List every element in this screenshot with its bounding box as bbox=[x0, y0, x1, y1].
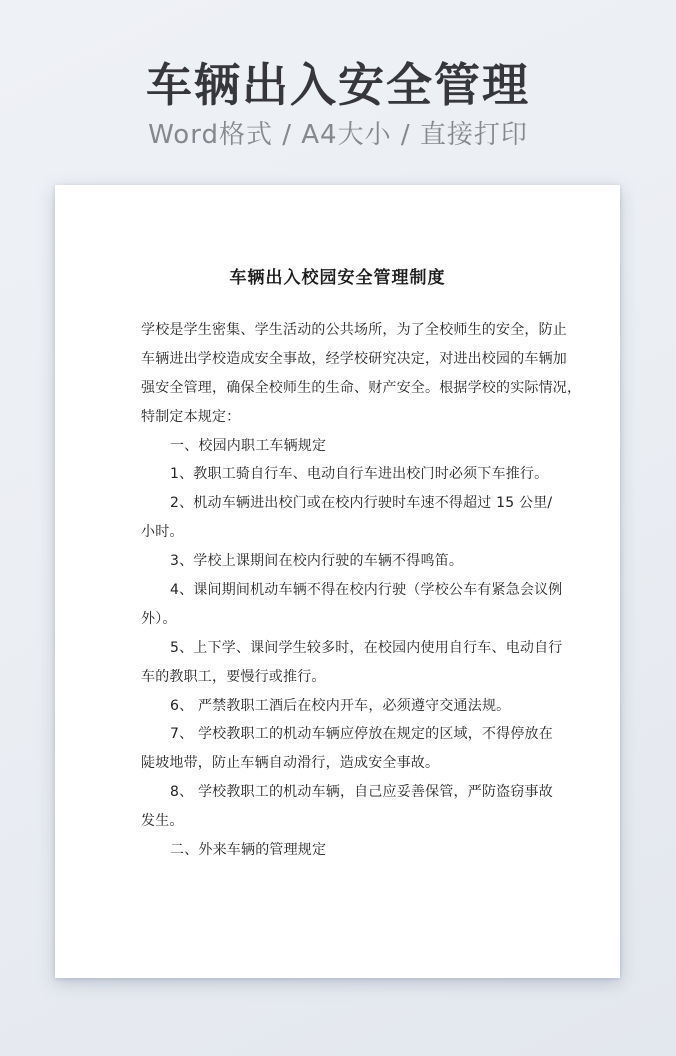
document-line: 8、 学校教职工的机动车辆，自己应妥善保管，严防盗窃事故 bbox=[170, 784, 553, 801]
document-line: 车的教职工，要慢行或推行。 bbox=[141, 668, 326, 685]
document-line: 7、 学校教职工的机动车辆应停放在规定的区域，不得停放在 bbox=[170, 726, 553, 743]
document-line: 一、校园内职工车辆规定 bbox=[170, 437, 327, 454]
preview-subtitle: Word格式 / A4大小 / 直接打印 bbox=[148, 120, 528, 150]
document-line: 外）。 bbox=[141, 610, 177, 627]
document-page bbox=[55, 185, 620, 978]
preview-title: 车辆出入安全管理 bbox=[146, 58, 530, 112]
preview-header bbox=[0, 0, 676, 151]
document-line: 小时。 bbox=[141, 524, 184, 541]
document-title: 车辆出入校园安全管理制度 bbox=[229, 268, 446, 288]
document-line: 二、外来车辆的管理规定 bbox=[170, 842, 327, 859]
document-line: 车辆进出学校造成安全事故，经学校研究决定，对进出校园的车辆加 bbox=[141, 350, 567, 367]
document-line: 5、上下学、课间学生较多时，在校园内使用自行车、电动自行 bbox=[170, 639, 563, 656]
document-line: 强安全管理，确保全校师生的生命、财产安全。根据学校的实际情况， bbox=[141, 379, 582, 396]
document-line: 特制定本规定： bbox=[141, 408, 241, 425]
document-line: 6、 严禁教职工酒后在校内开车，必须遵守交通法规。 bbox=[170, 697, 511, 714]
document-line: 1、教职工骑自行车、电动自行车进出校门时必须下车推行。 bbox=[170, 466, 549, 483]
document-body bbox=[141, 316, 582, 865]
document-line: 发生。 bbox=[141, 813, 184, 830]
document-line: 学校是学生密集、学生活动的公共场所，为了全校师生的安全，防止 bbox=[141, 322, 567, 338]
document-line: 4、课间期间机动车辆不得在校内行驶（学校公车有紧急会议例 bbox=[170, 582, 563, 599]
document-line: 陡坡地带，防止车辆自动滑行，造成安全事故。 bbox=[141, 755, 440, 772]
document-line: 2、机动车辆进出校门或在校内行驶时车速不得超过 15 公里/ bbox=[170, 495, 553, 512]
document-line: 3、学校上课期间在校内行驶的车辆不得鸣笛。 bbox=[170, 553, 464, 570]
